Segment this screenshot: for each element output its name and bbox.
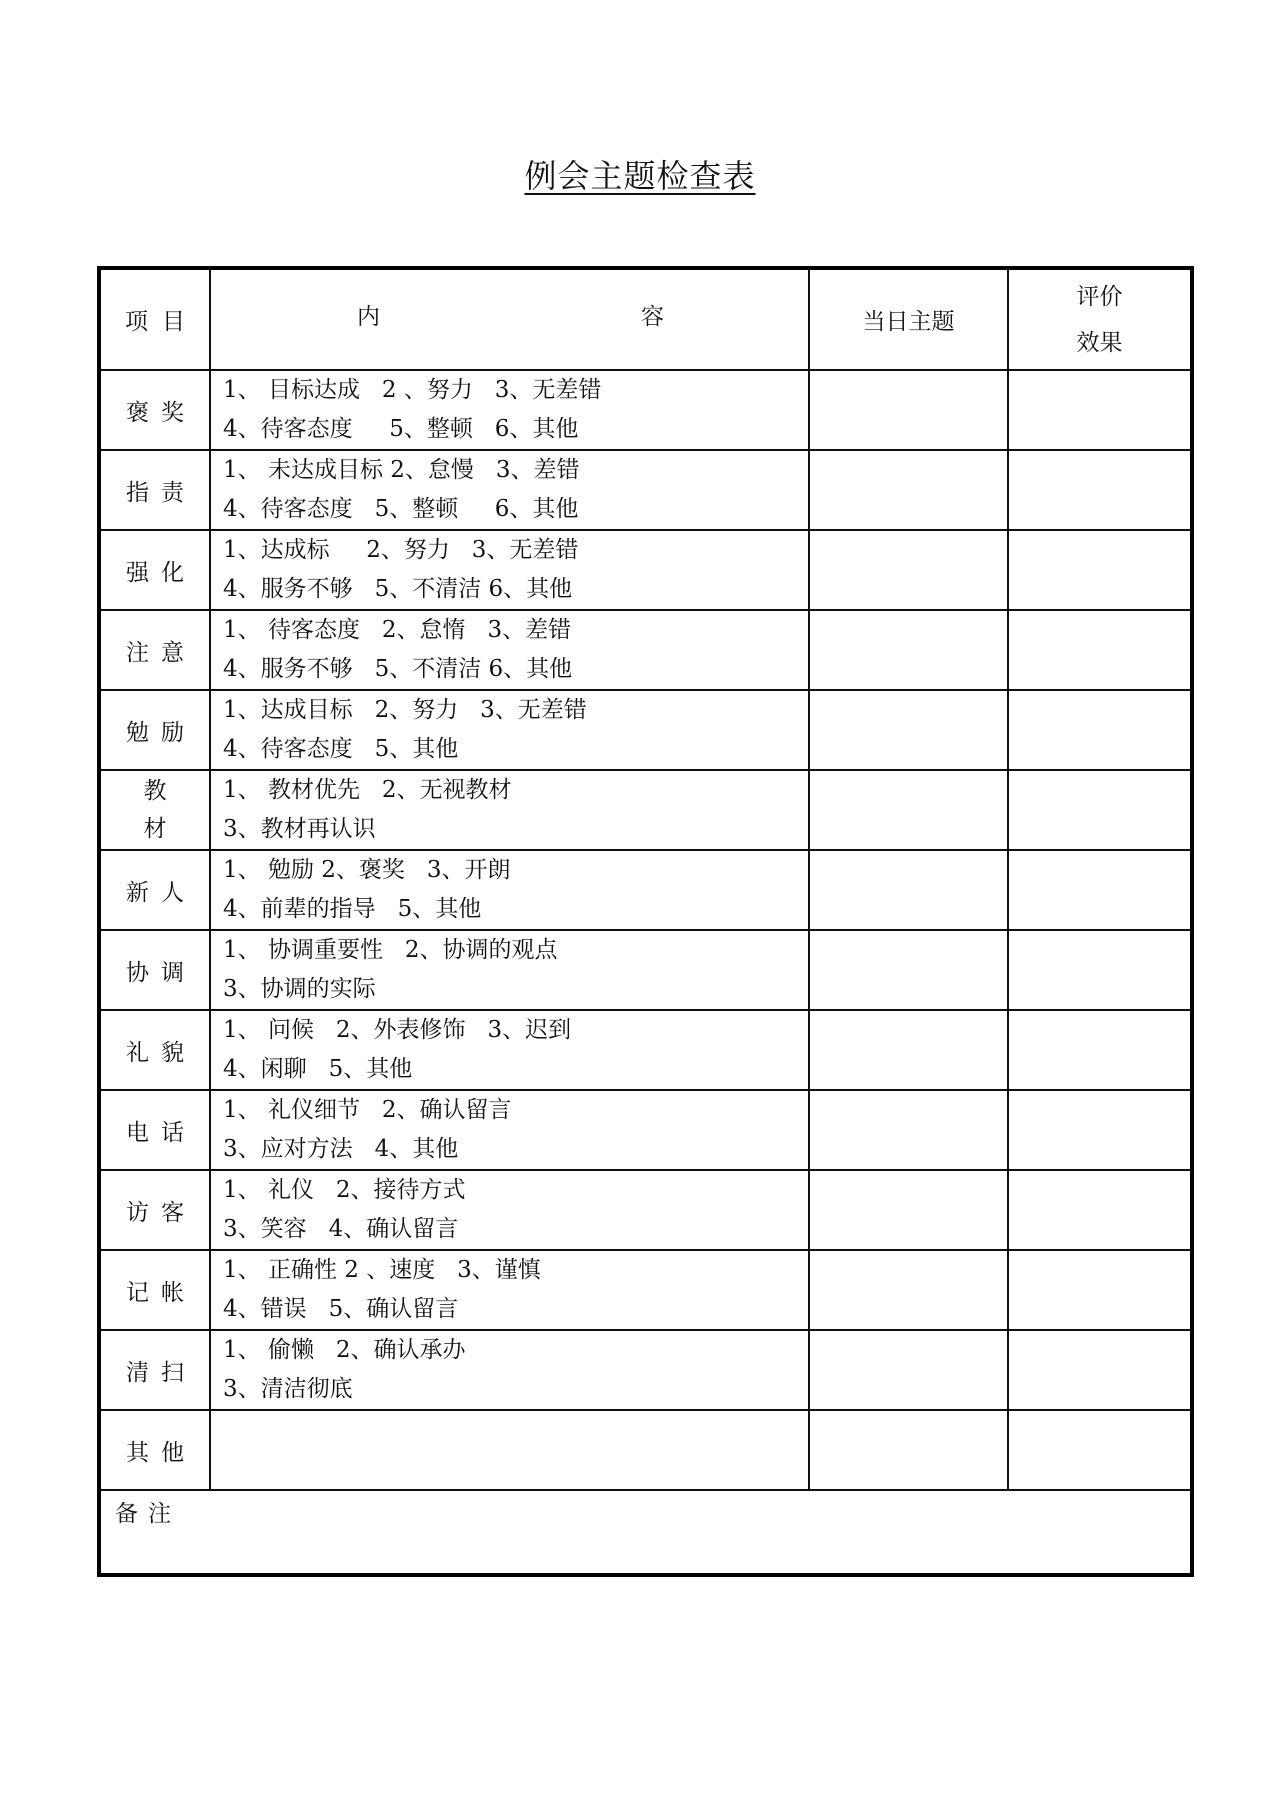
table-row xyxy=(99,930,1192,1010)
evaluation-cell[interactable] xyxy=(1008,930,1192,1010)
header-evaluation xyxy=(1008,268,1192,370)
header-today-theme: 当日主题 xyxy=(809,268,1008,370)
table-row xyxy=(99,370,1192,450)
today-theme-cell[interactable] xyxy=(809,370,1008,450)
table-row xyxy=(99,1170,1192,1250)
evaluation-cell[interactable] xyxy=(1008,370,1192,450)
remark-row xyxy=(99,1490,1192,1575)
table-row xyxy=(99,530,1192,610)
evaluation-cell[interactable] xyxy=(1008,530,1192,610)
row-item: 访客 xyxy=(99,1170,210,1250)
table-row xyxy=(99,850,1192,930)
row-content xyxy=(210,1250,809,1330)
today-theme-cell[interactable] xyxy=(809,1170,1008,1250)
row-item: 礼貌 xyxy=(99,1010,210,1090)
row-item: 协调 xyxy=(99,930,210,1010)
row-item: 新人 xyxy=(99,850,210,930)
other-evaluation-cell[interactable] xyxy=(1008,1410,1192,1490)
content-line: 4、待客态度 5、整顿 6、其他 xyxy=(223,496,579,522)
row-content xyxy=(210,1170,809,1250)
evaluation-cell[interactable] xyxy=(1008,1250,1192,1330)
evaluation-cell[interactable] xyxy=(1008,1010,1192,1090)
table-row xyxy=(99,690,1192,770)
header-eval-line1: 评价 xyxy=(1076,283,1123,310)
today-theme-cell[interactable] xyxy=(809,1010,1008,1090)
row-item: 电话 xyxy=(99,1090,210,1170)
row-content xyxy=(210,1330,809,1410)
row-content xyxy=(210,530,809,610)
row-content xyxy=(210,690,809,770)
row-item-line: 教 xyxy=(143,778,167,804)
content-line: 4、服务不够 5、不清洁 6、其他 xyxy=(223,576,573,602)
row-item: 清扫 xyxy=(99,1330,210,1410)
evaluation-cell[interactable] xyxy=(1008,770,1192,850)
row-content xyxy=(210,1090,809,1170)
today-theme-cell[interactable] xyxy=(809,530,1008,610)
evaluation-cell[interactable] xyxy=(1008,690,1192,770)
today-theme-cell[interactable] xyxy=(809,850,1008,930)
content-line: 4、错误 5、确认留言 xyxy=(223,1296,459,1322)
content-line: 1、 待客态度 2、怠惰 3、差错 xyxy=(223,617,572,643)
today-theme-cell[interactable] xyxy=(809,450,1008,530)
content-line: 4、闲聊 5、其他 xyxy=(223,1056,413,1082)
row-item: 褒奖 xyxy=(99,370,210,450)
content-line: 1、 礼仪细节 2、确认留言 xyxy=(223,1097,512,1123)
today-theme-cell[interactable] xyxy=(809,610,1008,690)
table-row xyxy=(99,770,1192,850)
title-text: 例会主题检查表 xyxy=(524,157,756,195)
remark-label: 备注 xyxy=(115,1501,181,1527)
content-line: 4、待客态度 5、整顿 6、其他 xyxy=(223,416,579,442)
page-title xyxy=(0,154,1280,198)
table-row xyxy=(99,1250,1192,1330)
row-content xyxy=(210,850,809,930)
content-line: 1、 勉励 2、褒奖 3、开朗 xyxy=(223,857,511,883)
evaluation-cell[interactable] xyxy=(1008,1090,1192,1170)
table-row xyxy=(99,1090,1192,1170)
header-item: 项目 xyxy=(99,268,210,370)
row-item: 指责 xyxy=(99,450,210,530)
table-row xyxy=(99,1330,1192,1410)
row-item: 记帐 xyxy=(99,1250,210,1330)
row-item-line: 材 xyxy=(143,816,167,842)
header-content-left: 内 xyxy=(357,304,380,330)
content-line: 3、笑容 4、确认留言 xyxy=(223,1216,459,1242)
evaluation-cell[interactable] xyxy=(1008,450,1192,530)
content-line: 3、应对方法 4、其他 xyxy=(223,1136,459,1162)
content-line: 1、达成标 2、努力 3、无差错 xyxy=(223,537,579,563)
table-row xyxy=(99,610,1192,690)
today-theme-cell[interactable] xyxy=(809,690,1008,770)
table-header-row xyxy=(99,268,1192,370)
row-item xyxy=(99,770,210,850)
content-line: 1、 协调重要性 2、协调的观点 xyxy=(223,937,558,963)
row-content xyxy=(210,1010,809,1090)
content-line: 1、达成目标 2、努力 3、无差错 xyxy=(223,697,587,723)
row-content xyxy=(210,610,809,690)
row-content xyxy=(210,770,809,850)
content-line: 1、 问候 2、外表修饰 3、迟到 xyxy=(223,1017,572,1043)
content-line: 3、教材再认识 xyxy=(223,816,376,842)
other-content-cell[interactable] xyxy=(210,1410,809,1490)
row-item: 勉励 xyxy=(99,690,210,770)
content-line: 1、 教材优先 2、无视教材 xyxy=(223,777,512,803)
other-row xyxy=(99,1410,1192,1490)
evaluation-cell[interactable] xyxy=(1008,1330,1192,1410)
content-line: 4、前辈的指导 5、其他 xyxy=(223,896,482,922)
content-line: 1、 偷懒 2、确认承办 xyxy=(223,1337,466,1363)
table-row xyxy=(99,1010,1192,1090)
row-item: 注意 xyxy=(99,610,210,690)
table-row xyxy=(99,450,1192,530)
today-theme-cell[interactable] xyxy=(809,930,1008,1010)
remark-cell[interactable] xyxy=(99,1490,1192,1575)
today-theme-cell[interactable] xyxy=(809,770,1008,850)
header-eval-line2: 效果 xyxy=(1076,329,1123,356)
content-line: 4、待客态度 5、其他 xyxy=(223,736,459,762)
today-theme-cell[interactable] xyxy=(809,1090,1008,1170)
evaluation-cell[interactable] xyxy=(1008,610,1192,690)
content-line: 1、 礼仪 2、接待方式 xyxy=(223,1177,466,1203)
content-line: 1、 未达成目标 2、怠慢 3、差错 xyxy=(223,457,580,483)
header-content xyxy=(210,268,809,370)
today-theme-cell[interactable] xyxy=(809,1330,1008,1410)
row-content xyxy=(210,370,809,450)
today-theme-cell[interactable] xyxy=(809,1250,1008,1330)
row-item: 强化 xyxy=(99,530,210,610)
content-line: 3、协调的实际 xyxy=(223,976,376,1002)
content-line: 1、 正确性 2 、速度 3、谨慎 xyxy=(223,1257,541,1283)
row-content xyxy=(210,450,809,530)
content-line: 3、清洁彻底 xyxy=(223,1376,353,1402)
content-line: 4、服务不够 5、不清洁 6、其他 xyxy=(223,656,573,682)
other-row-item: 其他 xyxy=(99,1410,210,1490)
row-content xyxy=(210,930,809,1010)
evaluation-cell[interactable] xyxy=(1008,1170,1192,1250)
meeting-theme-checklist-table xyxy=(97,266,1194,1577)
content-line: 1、 目标达成 2 、努力 3、无差错 xyxy=(223,377,602,403)
other-today-theme-cell[interactable] xyxy=(809,1410,1008,1490)
evaluation-cell[interactable] xyxy=(1008,850,1192,930)
header-content-right: 容 xyxy=(641,304,664,330)
